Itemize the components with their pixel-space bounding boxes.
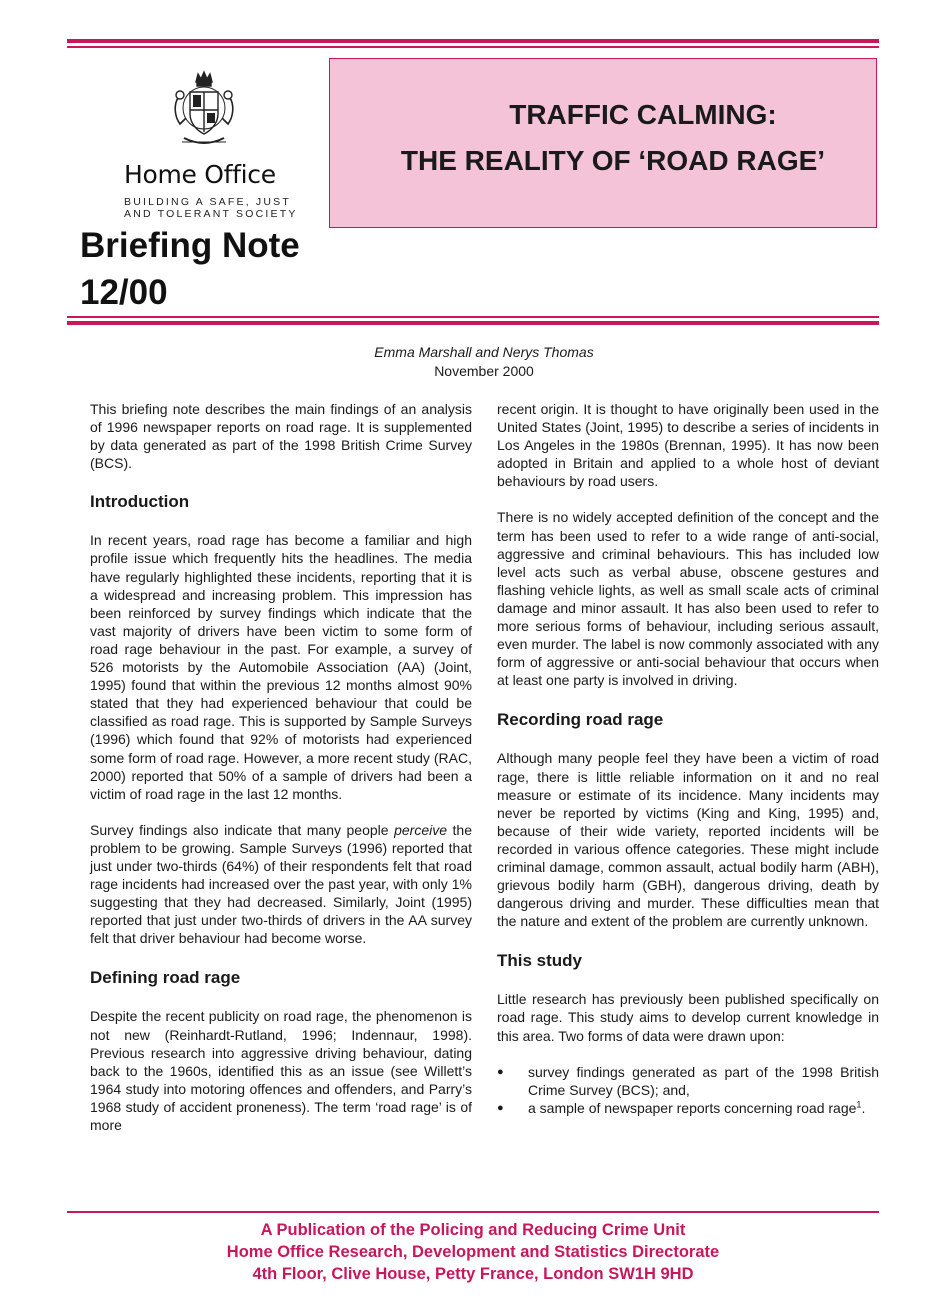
footnote-marker: 1 bbox=[856, 1099, 862, 1110]
top-rule-thin bbox=[67, 46, 879, 48]
introduction-paragraph-2 bbox=[90, 821, 472, 948]
introduction-heading: Introduction bbox=[90, 492, 190, 512]
org-name: Home Office bbox=[124, 160, 276, 189]
title-line1: TRAFFIC CALMING: bbox=[509, 99, 777, 130]
briefing-label bbox=[80, 222, 300, 316]
introduction-paragraph-1: In recent years, road rage has become a familiar and high profile issue which frequently hits the headlines. The media have regularly highlighted these incidents, reporting that it is a widespread and increasing problem. This impression has been reinforced by survey findings which indicate that the vast majority of drivers have been victim to some form of road rage behaviour in the past. For example, a survey of 526 motorists by the Automobile Association (AA) (Joint, 1995) found that within the previous 12 months almost 90% stated that they had experienced behaviour that could be classified as road rage. This is supported by Sample Surveys (1996) which found that 92% of motorists had experienced some form of road rage. However, a more recent study (RAC, 2000) reported that 50% of a sample of drivers had been a victim of road rage in the last 12 months. bbox=[90, 532, 472, 802]
bullet2-text: a sample of newspaper reports concerning road rage bbox=[528, 1099, 857, 1116]
footer-rule bbox=[67, 1211, 879, 1213]
mid-rule-thin bbox=[67, 316, 879, 318]
right-column bbox=[497, 400, 879, 1117]
doc-type: Briefing Note bbox=[80, 226, 300, 265]
study-heading: This study bbox=[497, 951, 583, 971]
intro-p2-after: the problem to be growing. Sample Surveys (1996) reported that just under two-thirds (64%) of their respondents felt that road rage incidents had increased over the past year, with only 1% suggesting that they had decreased. Similarly, Joint (1995) reported that just under two-thirds of drivers in the AA survey felt that driver behaviour had become worse. bbox=[90, 821, 472, 947]
intro-p2-emphasis: perceive bbox=[394, 821, 447, 838]
authors: Emma Marshall and Nerys Thomas bbox=[374, 344, 594, 360]
title-line2: THE REALITY OF ‘ROAD RAGE’ bbox=[400, 145, 826, 176]
top-rule-thick bbox=[67, 39, 879, 43]
org-tagline-line2: AND TOLERANT SOCIETY bbox=[124, 208, 298, 220]
study-paragraph: Little research has previously been published specifically on road rage. This study aims to develop current knowledge in this area. Two forms of data were drawn upon: bbox=[497, 991, 879, 1044]
bullet2-end: . bbox=[861, 1099, 866, 1116]
data-sources-list bbox=[497, 1063, 879, 1117]
mid-rule-thick bbox=[67, 321, 879, 325]
left-column bbox=[90, 400, 472, 1134]
defining-paragraph-2: There is no widely accepted definition of the concept and the term has been used to refer to a wide range of anti-social, aggressive and criminal behaviours. This has included low level acts such as verbal abuse, obscene gestures and flashing vehicle lights, as well as small scale acts of criminal damage and minor assault. It has also been used to refer to more serious forms of behaviour, including serious assault, even murder. The label is now commonly associated with any form of aggressive or anti-social behaviour that occurs when at least one party is involved in driving. bbox=[497, 509, 879, 689]
doc-number: 12/00 bbox=[80, 273, 168, 312]
publication-date: November 2000 bbox=[434, 363, 534, 379]
royal-crest-icon bbox=[168, 68, 240, 148]
defining-continued: recent origin. It is thought to have originally been used in the United States (Joint, 1995) to describe a series of incidents in Los Angeles in the 1980s (Brennan, 1995). It has now been adopted in Britain and applied to a whole host of deviant behaviours by road users. bbox=[497, 401, 879, 490]
list-item: ● survey findings generated as part of the 1998 British Crime Survey (BCS); and, bbox=[497, 1063, 879, 1099]
recording-heading: Recording road rage bbox=[497, 710, 664, 730]
defining-paragraph-1: Despite the recent publicity on road rage, the phenomenon is not new (Reinhardt-Rutland, 1996; Indennaur, 1998). Previous research into aggressive driving behaviour, dating back to the 1960s, identified this as an issue (see Willett’s 1964 study into motoring offences and offenders, and Parry’s 1968 study of accident proneness). The term ‘road rage’ is of more bbox=[90, 1008, 472, 1133]
intro-paragraph: This briefing note describes the main findings of an analysis of 1996 newspaper reports on road rage. It is supplemented by data generated as part of the 1998 British Crime Survey (BCS). bbox=[90, 401, 472, 472]
intro-p2-before: Survey findings also indicate that many people bbox=[90, 821, 395, 838]
title-box bbox=[329, 58, 877, 228]
footer-line3: 4th Floor, Clive House, Petty France, London SW1H 9HD bbox=[252, 1265, 694, 1283]
recording-paragraph: Although many people feel they have been a victim of road rage, there is little reliable information on it and no real measure or estimate of its incidence. Many incidents may never be reported by victims (King and King, 1995) and, because of their wide variety, reported incidents will be recorded in various offence categories. These might include criminal damage, common assault, actual bodily harm (ABH), grievous bodily harm (GBH), dangerous driving, death by dangerous driving and murder. These difficulties mean that the nature and extent of the problem are currently unknown. bbox=[497, 750, 879, 930]
list-item bbox=[497, 1099, 879, 1117]
footer-line1: A Publication of the Policing and Reducing Crime Unit bbox=[260, 1221, 686, 1239]
org-tagline-line1: BUILDING A SAFE, JUST bbox=[124, 196, 291, 208]
footer-line2: Home Office Research, Development and Statistics Directorate bbox=[226, 1243, 720, 1261]
footer bbox=[67, 1219, 879, 1285]
org-tagline bbox=[124, 196, 298, 220]
defining-heading: Defining road rage bbox=[90, 968, 241, 988]
